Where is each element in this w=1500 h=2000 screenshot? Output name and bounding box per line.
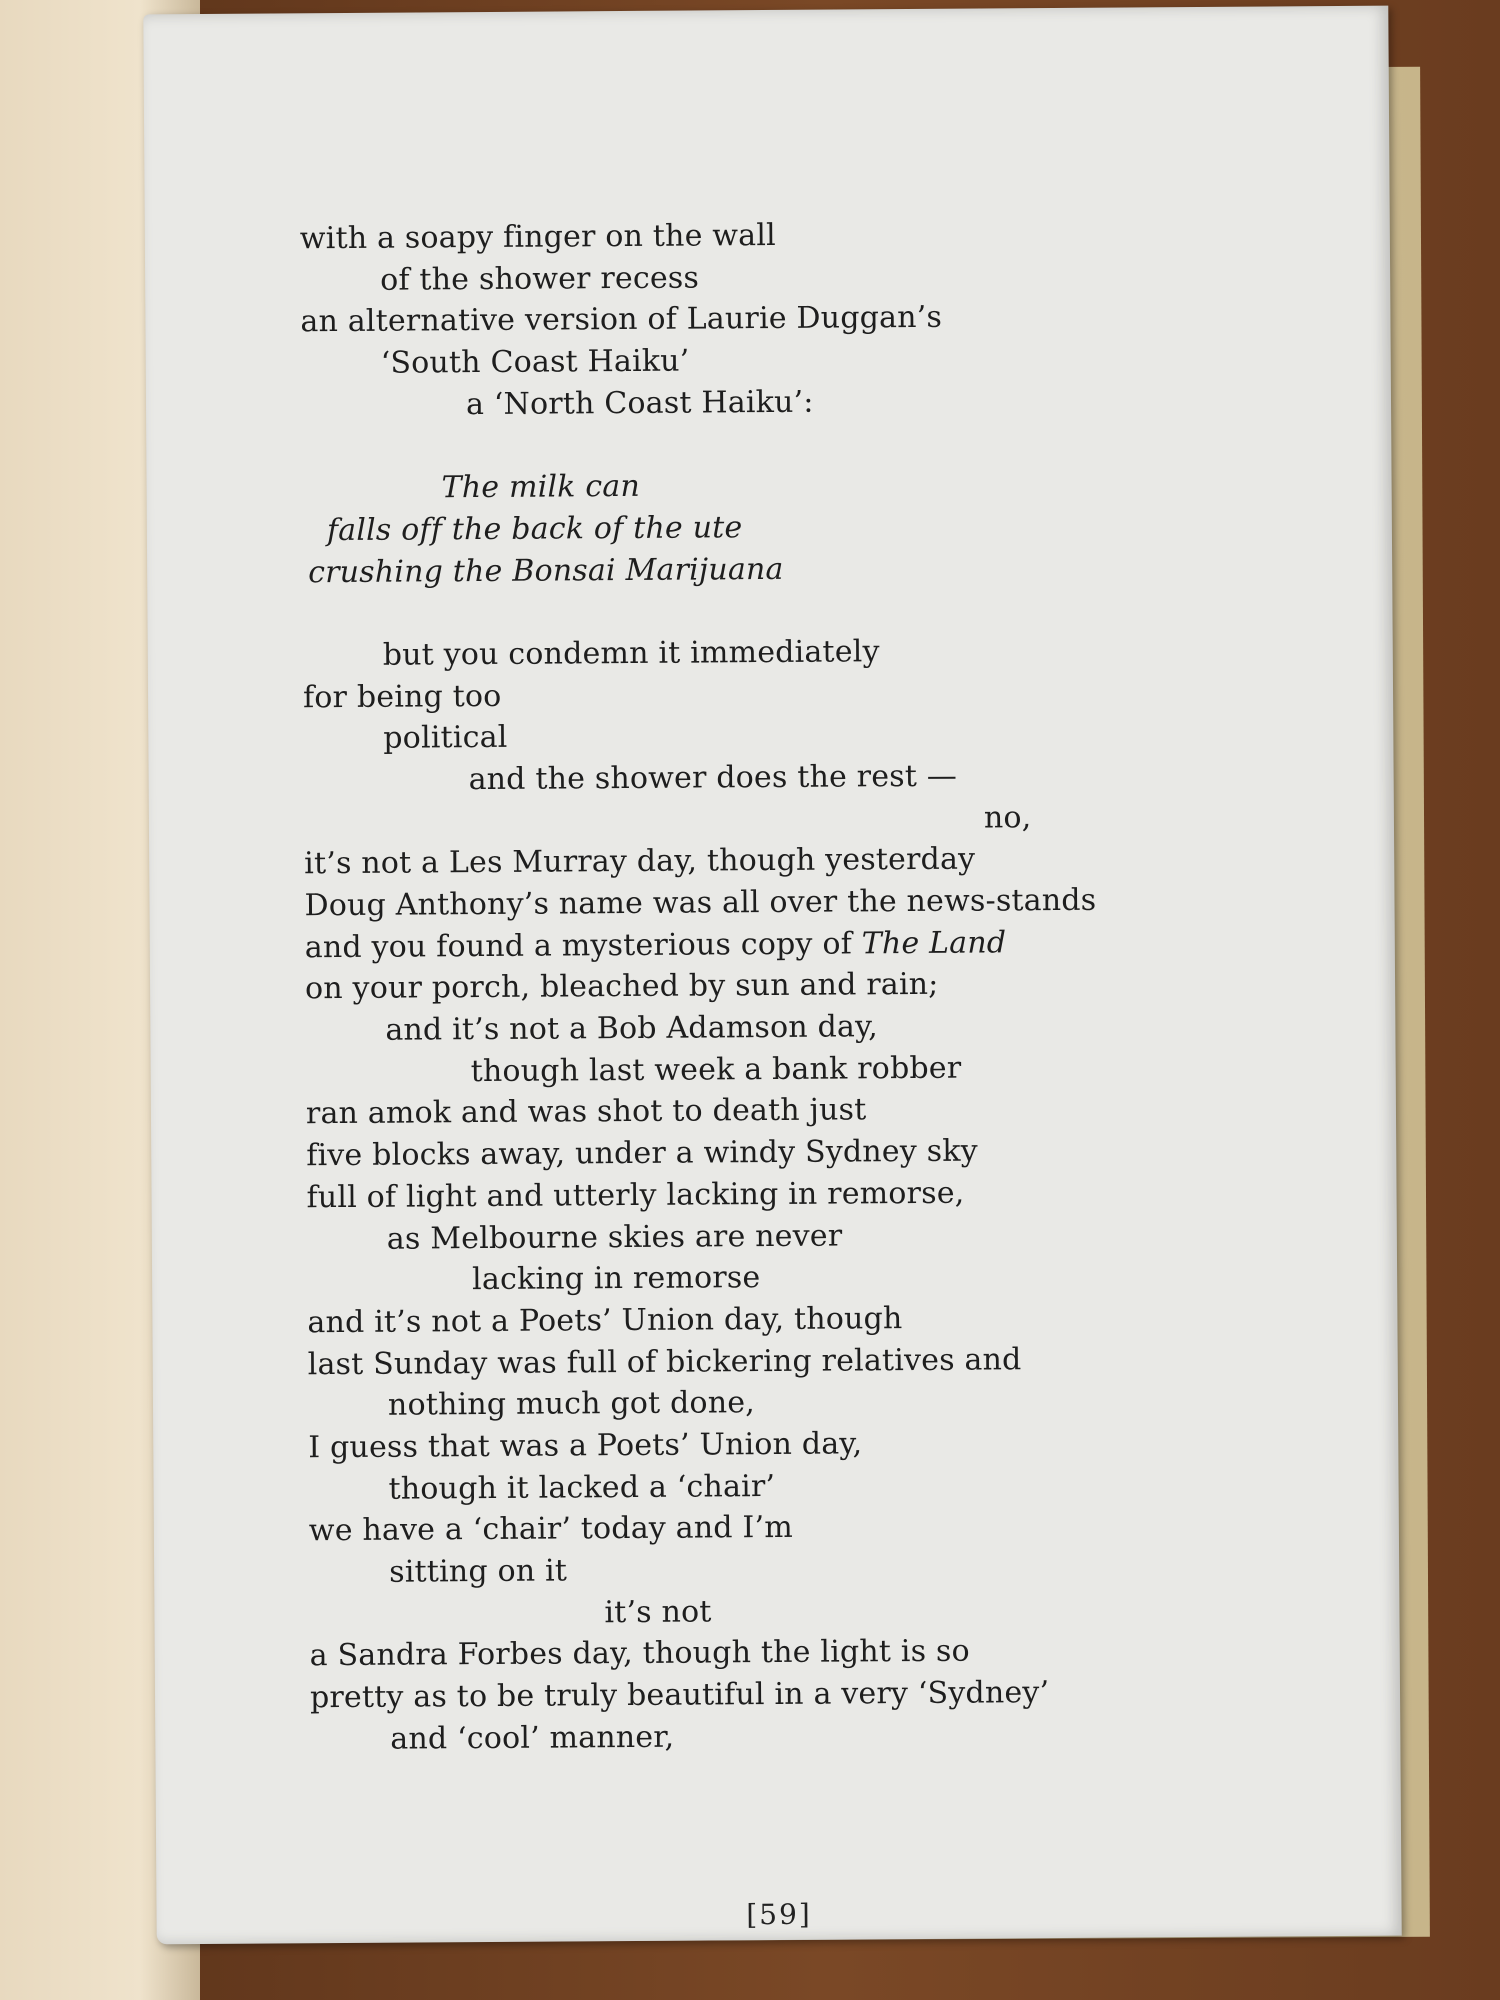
poem-line: it’s not a Les Murray day, though yesterday (304, 841, 976, 882)
poem-line: political (383, 720, 508, 756)
poem-line: and it’s not a Bob Adamson day, (385, 1009, 879, 1048)
poem-line: lacking in remorse (471, 1260, 761, 1298)
poem-line: an alternative version of Laurie Duggan’s (300, 300, 943, 340)
poem-line: a ‘North Coast Haiku’: (465, 384, 814, 422)
page-number: [59] (746, 1897, 812, 1932)
poem-line: pretty as to be truly beautiful in a very ‘Sydney’ (309, 1675, 1050, 1716)
poem-line: no, (983, 799, 1032, 836)
poem-line: and it’s not a Poets’ Union day, though (307, 1300, 903, 1341)
book-page (143, 6, 1401, 1945)
poem-line: last Sunday was full of bickering relatives and (307, 1341, 1022, 1382)
poem-line: as Melbourne skies are never (386, 1218, 843, 1257)
poem-line: full of light and utterly lacking in remorse, (306, 1175, 965, 1216)
poem-line: though last week a bank robber (470, 1050, 962, 1089)
haiku-line: crushing the Bonsai Marijuana (308, 551, 784, 590)
stanza-break (302, 586, 1342, 635)
poem-line: ran amok and was shot to death just (305, 1092, 867, 1132)
poem-line: I guess that was a Poets’ Union day, (308, 1426, 863, 1466)
poem-line: a Sandra Forbes day, though the light is so (309, 1634, 970, 1674)
poem-line: it’s not (604, 1594, 712, 1630)
poem-line: on your porch, bleached by sun and rain; (304, 967, 939, 1007)
haiku-line: falls off the back of the ute (326, 510, 743, 548)
poem-line (305, 920, 1345, 969)
poem-line: for being too (302, 678, 502, 715)
poem-line: Doug Anthony’s name was all over the news-stands (304, 882, 1097, 924)
poem-line: and the shower does the rest — (468, 758, 958, 798)
poem-line: ‘South Coast Haiku’ (380, 343, 690, 381)
poem-text (300, 211, 1351, 1761)
poem-line: five blocks away, under a windy Sydney sky (306, 1133, 978, 1174)
poem-line: with a soapy finger on the wall (299, 217, 777, 257)
haiku-line: The milk can (441, 469, 641, 506)
poem-line: sitting on it (389, 1553, 568, 1590)
poem-line: nothing much got done, (387, 1385, 756, 1423)
publication-title: The Land (861, 925, 1007, 962)
poem-line: though it lacked a ‘chair’ (388, 1468, 776, 1507)
poem-line: and ‘cool’ manner, (390, 1719, 675, 1757)
poem-line: of the shower recess (380, 260, 700, 298)
line-text: and you found a mysterious copy of (304, 926, 862, 965)
poem-line: we have a ‘chair’ today and I’m (308, 1510, 794, 1549)
stanza-break (301, 419, 1341, 468)
poem-line: but you condemn it immediately (382, 634, 880, 673)
